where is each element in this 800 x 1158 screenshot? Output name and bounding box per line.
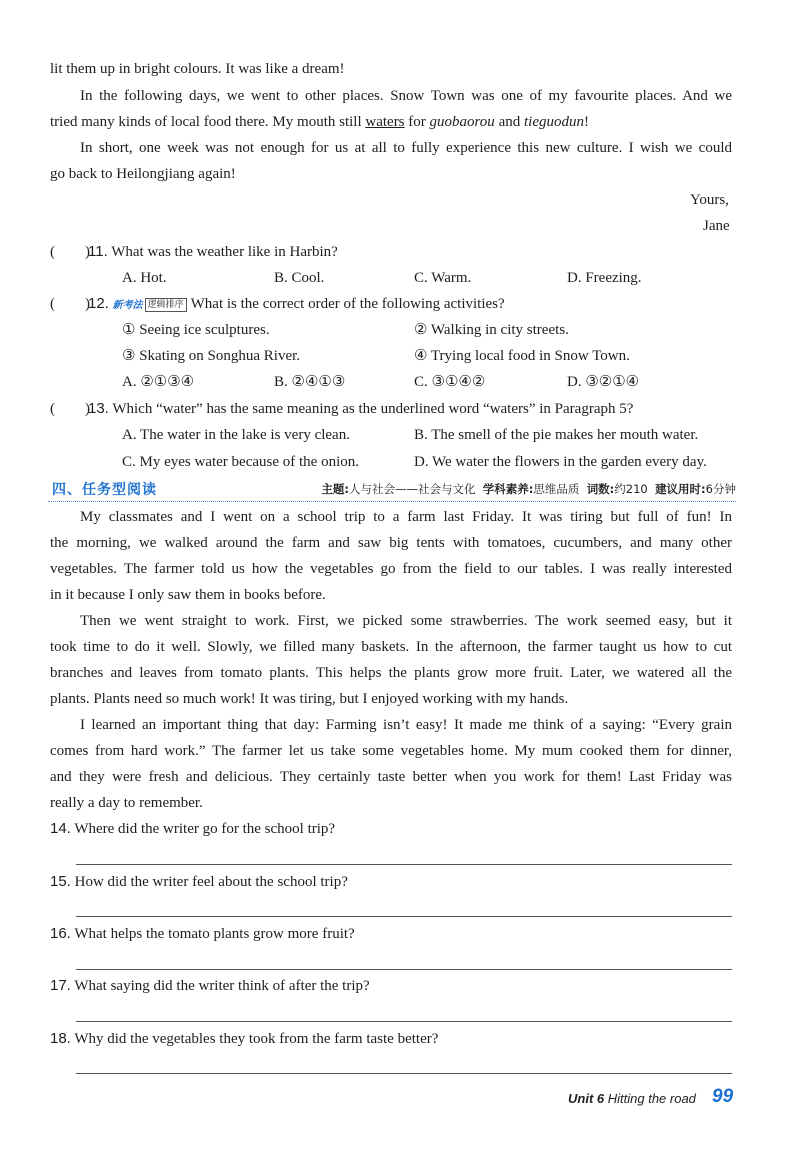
text-span: tried many kinds of local food there. My mouth still xyxy=(50,114,366,130)
italic-word: tieguodun xyxy=(523,114,584,130)
words-value: 约210 xyxy=(614,482,648,496)
answer-paren[interactable]: ( ) xyxy=(50,244,90,260)
section-title: 四、任务型阅读 xyxy=(52,482,157,498)
option-a[interactable]: A. The water in the lake is very clean. xyxy=(122,427,350,443)
text-span: ! xyxy=(583,114,589,130)
question-16 xyxy=(50,924,355,944)
passage-line: and they were fresh and delicious. They certainly taste better when you work for them! Last Friday was xyxy=(50,769,732,785)
question-stem: Which “water” has the same meaning as the underlined word “waters” in Paragraph 5? xyxy=(112,401,634,417)
question-number: 11. xyxy=(88,243,108,260)
answer-line[interactable] xyxy=(76,916,732,917)
time-label: 建议用时: xyxy=(655,482,706,496)
question-11-text xyxy=(88,242,338,262)
question-11 xyxy=(50,242,90,262)
italic-word: guobaorou xyxy=(429,114,495,130)
question-stem: What helps the tomato plants grow more fruit? xyxy=(74,926,355,942)
question-number: 17. xyxy=(50,977,71,994)
question-stem: How did the writer feel about the school trip? xyxy=(74,874,348,890)
question-14 xyxy=(50,819,335,839)
passage-line: vegetables. The farmer told us how the vegetables go from the field to our tables. I was really interested xyxy=(50,561,732,577)
theme-value: 人与社会——社会与文化 xyxy=(348,482,476,496)
question-stem: What was the weather like in Harbin? xyxy=(111,244,338,260)
letter-closing: Yours, xyxy=(690,192,729,208)
question-number: 12. xyxy=(88,295,109,312)
passage-line: took time to do it well. Slowly, we filled many baskets. In the afternoon, the farmer taught us how to cut xyxy=(50,639,732,655)
time-value: 6分钟 xyxy=(705,482,736,496)
answer-line[interactable] xyxy=(76,1021,732,1022)
question-13 xyxy=(50,399,90,419)
option-c[interactable]: C. ③①④② xyxy=(414,374,486,390)
words-label: 词数: xyxy=(586,482,615,496)
underlined-word: waters xyxy=(365,114,405,130)
passage-line: Then we went straight to work. First, we picked some strawberries. The work seemed easy, but it xyxy=(80,613,732,629)
question-number: 18. xyxy=(50,1030,71,1047)
option-a[interactable]: A. ②①③④ xyxy=(122,374,195,390)
unit-number: Unit 6 xyxy=(568,1091,605,1106)
letter-signature: Jane xyxy=(703,218,730,234)
answer-line[interactable] xyxy=(76,864,732,865)
section-meta xyxy=(321,481,736,497)
page-number: 99 xyxy=(712,1086,734,1107)
question-15 xyxy=(50,872,348,892)
passage-line: really a day to remember. xyxy=(50,795,203,811)
passage-line: lit them up in bright colours. It was like a dream! xyxy=(50,61,345,77)
question-17 xyxy=(50,976,370,996)
question-12-text xyxy=(88,294,505,316)
passage-line: In short, one week was not enough for us at all to fully experience this new culture. I wish we could xyxy=(80,140,732,156)
logic-order-tag: 逻辑排序 xyxy=(145,298,187,312)
unit-title: Hitting the road xyxy=(607,1091,696,1106)
passage-line: in it because I only saw them in books before. xyxy=(50,587,326,603)
option-b[interactable]: B. Cool. xyxy=(274,270,325,286)
literacy-label: 学科素养: xyxy=(482,482,534,496)
passage-line: the morning, we walked around the farm and saw big tents with tomatoes, cucumbers, and many other xyxy=(50,535,732,551)
passage-line: comes from hard work.” The farmer let us take some vegetables home. My mum cooked them for dinner, xyxy=(50,743,732,759)
passage-line: go back to Heilongjiang again! xyxy=(50,166,236,182)
question-number: 16. xyxy=(50,925,71,942)
option-d[interactable]: D. Freezing. xyxy=(567,270,642,286)
new-method-badge: 新考法 xyxy=(112,300,143,311)
option-b[interactable]: B. The smell of the pie makes her mouth water. xyxy=(414,427,699,443)
passage-line: branches and leaves from tomato plants. This helps the plants grow more fruit. Later, we watered all the xyxy=(50,665,732,681)
question-18 xyxy=(50,1029,438,1049)
passage-line: My classmates and I went on a school trip to a farm last Friday. It was tiring but full of fun! In xyxy=(80,509,732,525)
question-stem: Where did the writer go for the school trip? xyxy=(74,821,336,837)
answer-paren[interactable]: ( ) xyxy=(50,401,90,417)
option-c[interactable]: C. Warm. xyxy=(414,270,472,286)
passage-line: I learned an important thing that day: Farming isn’t easy! It made me think of a saying: “Every grain xyxy=(80,717,732,733)
question-number: 15. xyxy=(50,873,71,890)
activity-item: ① Seeing ice sculptures. xyxy=(122,322,270,338)
question-stem: Why did the vegetables they took from the farm taste better? xyxy=(74,1031,439,1047)
option-c[interactable]: C. My eyes water because of the onion. xyxy=(122,454,360,470)
activity-item: ② Walking in city streets. xyxy=(414,322,569,338)
theme-label: 主题: xyxy=(321,482,349,496)
footer-unit xyxy=(568,1091,696,1106)
question-13-text xyxy=(88,399,633,419)
answer-line[interactable] xyxy=(76,969,732,970)
option-b[interactable]: B. ②④①③ xyxy=(274,374,346,390)
text-span: for xyxy=(404,114,430,130)
activity-item: ③ Skating on Songhua River. xyxy=(122,348,301,364)
question-number: 13. xyxy=(88,400,109,417)
question-stem: What saying did the writer think of after the trip? xyxy=(74,978,370,994)
answer-paren[interactable]: ( ) xyxy=(50,296,90,312)
text-span: and xyxy=(494,114,524,130)
passage-line xyxy=(50,112,589,132)
option-a[interactable]: A. Hot. xyxy=(122,270,167,286)
passage-line: In the following days, we went to other places. Snow Town was one of my favourite places. And we xyxy=(80,88,732,104)
answer-line[interactable] xyxy=(76,1073,732,1074)
question-number: 14. xyxy=(50,820,71,837)
activity-item: ④ Trying local food in Snow Town. xyxy=(414,348,630,364)
question-stem: What is the correct order of the following activities? xyxy=(190,296,505,312)
passage-line: plants. Plants need so much work! It was tiring, but I enjoyed working with my hands. xyxy=(50,691,569,707)
question-12 xyxy=(50,294,90,314)
section-header xyxy=(48,477,736,502)
option-d[interactable]: D. ③②①④ xyxy=(567,374,640,390)
option-d[interactable]: D. We water the flowers in the garden every day. xyxy=(414,454,707,470)
literacy-value: 思维品质 xyxy=(533,482,580,496)
